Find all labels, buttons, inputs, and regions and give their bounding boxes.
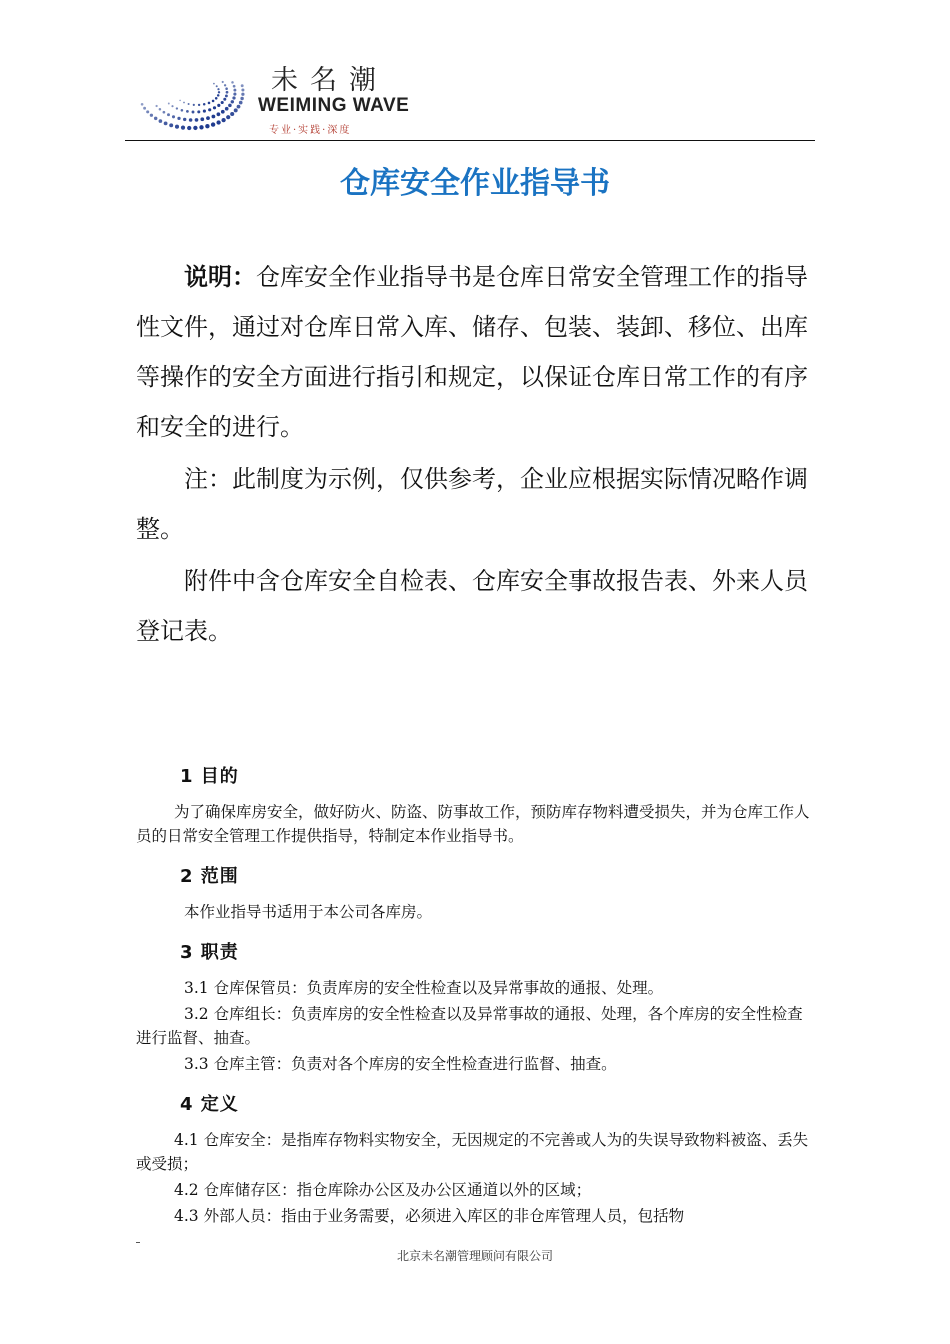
definition-item-3: 4.3 外部人员：指由于业务需要，必须进入库区的非仓库管理人员，包括物 [174, 1207, 685, 1225]
logo-dot [217, 104, 220, 107]
logo-dot [225, 107, 229, 111]
logo-dot [193, 104, 195, 106]
intro-paragraph-1 [136, 252, 816, 452]
definition-item-1: 4.1 仓库安全：是指库存物料实物安全，无因规定的不完善或人为的失误导致物料被盗、丢失或受损； [136, 1131, 809, 1173]
logo-dot [141, 103, 144, 106]
wave-logo-icon [133, 48, 253, 136]
logo-dot [176, 107, 178, 109]
logo-dot [186, 110, 189, 113]
brand-name-en: WEIMING WAVE [258, 95, 410, 116]
logo-dot [143, 107, 146, 110]
logo-dot [167, 113, 170, 116]
definition-item-2: 4.2 仓库储存区：指仓库除办公区及办公区通道以外的区域； [174, 1181, 592, 1199]
logo-dot [228, 104, 232, 108]
logo-dot [230, 112, 234, 116]
logo-dot [241, 84, 244, 87]
logo-dot [150, 114, 153, 117]
logo-dot [172, 115, 175, 118]
logo-dot [175, 125, 179, 129]
logo-dot [215, 97, 218, 100]
logo-dot [233, 93, 236, 96]
logo-dot [225, 87, 228, 90]
logo-dot [213, 83, 215, 85]
logo-dot [216, 85, 218, 87]
document-body [136, 760, 816, 1228]
logo-dot [183, 118, 186, 121]
logo-dot [231, 100, 234, 103]
header-divider [125, 140, 815, 141]
intro-paragraph-2: 注：此制度为示例，仅供参考，企业应根据实际情况略作调整。 [136, 465, 808, 543]
logo-dot [223, 98, 226, 101]
section-heading-scope: 2 范围 [180, 866, 239, 887]
logo-dot [203, 110, 206, 113]
logo-dot [159, 108, 162, 111]
logo-dot [221, 101, 224, 104]
logo-dot [217, 112, 221, 116]
section-heading-duties: 3 职责 [180, 942, 239, 963]
logo-dot [159, 119, 163, 123]
brand-name-cn: 未名潮 [271, 65, 388, 96]
logo-dot [234, 108, 238, 112]
logo-dot [198, 104, 200, 106]
logo-dot [200, 117, 204, 121]
logo-dot [212, 100, 215, 103]
document-title: 仓库安全作业指导书 [340, 166, 610, 201]
logo-dot [237, 105, 241, 109]
logo-dot [217, 94, 220, 97]
logo-dot [221, 110, 225, 114]
logo-dot [206, 116, 210, 120]
logo-dot [226, 91, 229, 94]
logo-dot [226, 115, 230, 119]
logo-dot [189, 118, 193, 122]
logo-dot [193, 126, 197, 130]
logo-dot [213, 106, 216, 109]
logo-dot [216, 120, 220, 124]
logo-dot [218, 91, 220, 93]
intro-text-1: 仓库安全作业指导书是仓库日常安全管理工作的指导性文件，通过对仓库日常入库、储存、包装、装卸、移位、出库等操作的安全方面进行指引和规定，以保证仓库日常工作的有序和安全的进行。 [136, 263, 808, 441]
logo-dot [199, 125, 203, 129]
logo-dot [241, 88, 244, 91]
logo-dot [217, 88, 219, 90]
logo-dot [233, 89, 236, 92]
logo-dot [221, 118, 225, 122]
intro-block [136, 252, 816, 658]
logo-dot [205, 124, 209, 128]
logo-dot [169, 123, 173, 127]
logo-dot [177, 117, 180, 120]
logo-dot [188, 103, 190, 105]
logo-dot [208, 102, 211, 105]
logo-dot [164, 122, 168, 126]
logo-dot [181, 109, 184, 112]
section-text-purpose: 为了确保库房安全，做好防火、防盗、防事故工作，预防库存物料遭受损失，并为仓库工作人员的日常安全管理工作提供指导，特制定本作业指导书。 [136, 803, 810, 845]
logo-dot [233, 85, 236, 88]
logo-dot [183, 102, 185, 104]
logo-dot [212, 115, 216, 119]
duty-item-3: 3.3 仓库主管：负责对各个库房的安全性检查进行监督、抽查。 [184, 1055, 617, 1073]
page-footer: 北京未名潮管理顾问有限公司 [396, 1249, 553, 1263]
logo-dot [195, 118, 199, 122]
logo-dot [222, 81, 224, 83]
logo-dot [163, 111, 166, 114]
logo-dot [208, 108, 211, 111]
logo-dot [171, 105, 173, 107]
logo-dot [168, 103, 170, 105]
intro-lead: 说明： [184, 263, 256, 291]
brand-tagline: 专业·实践·深度 [269, 125, 352, 136]
logo-dot [181, 126, 185, 130]
logo-dot [224, 84, 226, 86]
logo-dot [231, 81, 234, 84]
section-heading-definitions: 4 定义 [180, 1094, 239, 1115]
logo-dot [225, 94, 228, 97]
logo-dot [239, 101, 243, 105]
logo-dot [241, 93, 244, 96]
duty-item-2: 3.2 仓库组长：负责库房的安全性检查以及异常事故的通报、处理，各个库房的安全性检查进行监督、抽查。 [136, 1005, 803, 1047]
logo-dot [155, 105, 157, 107]
logo-dot [192, 111, 195, 114]
section-text-scope: 本作业指导书适用于本公司各库房。 [184, 903, 433, 921]
logo-dot [240, 97, 243, 100]
intro-paragraph-3: 附件中含仓库安全自检表、仓库安全事故报告表、外来人员登记表。 [136, 567, 808, 645]
section-heading-purpose: 1 目的 [180, 766, 239, 787]
logo-dot [179, 100, 181, 102]
logo-dot [154, 117, 157, 120]
logo-dot [187, 126, 191, 130]
logo-dot [232, 96, 235, 99]
logo-dot [197, 110, 200, 113]
duty-item-1: 3.1 仓库保管员：负责库房的安全性检查以及异常事故的通报、处理。 [184, 979, 664, 997]
page-header [125, 48, 815, 143]
logo-dot [203, 103, 206, 106]
logo-dot [146, 110, 149, 113]
footer-marker [136, 1242, 140, 1243]
logo-dot [211, 122, 215, 126]
